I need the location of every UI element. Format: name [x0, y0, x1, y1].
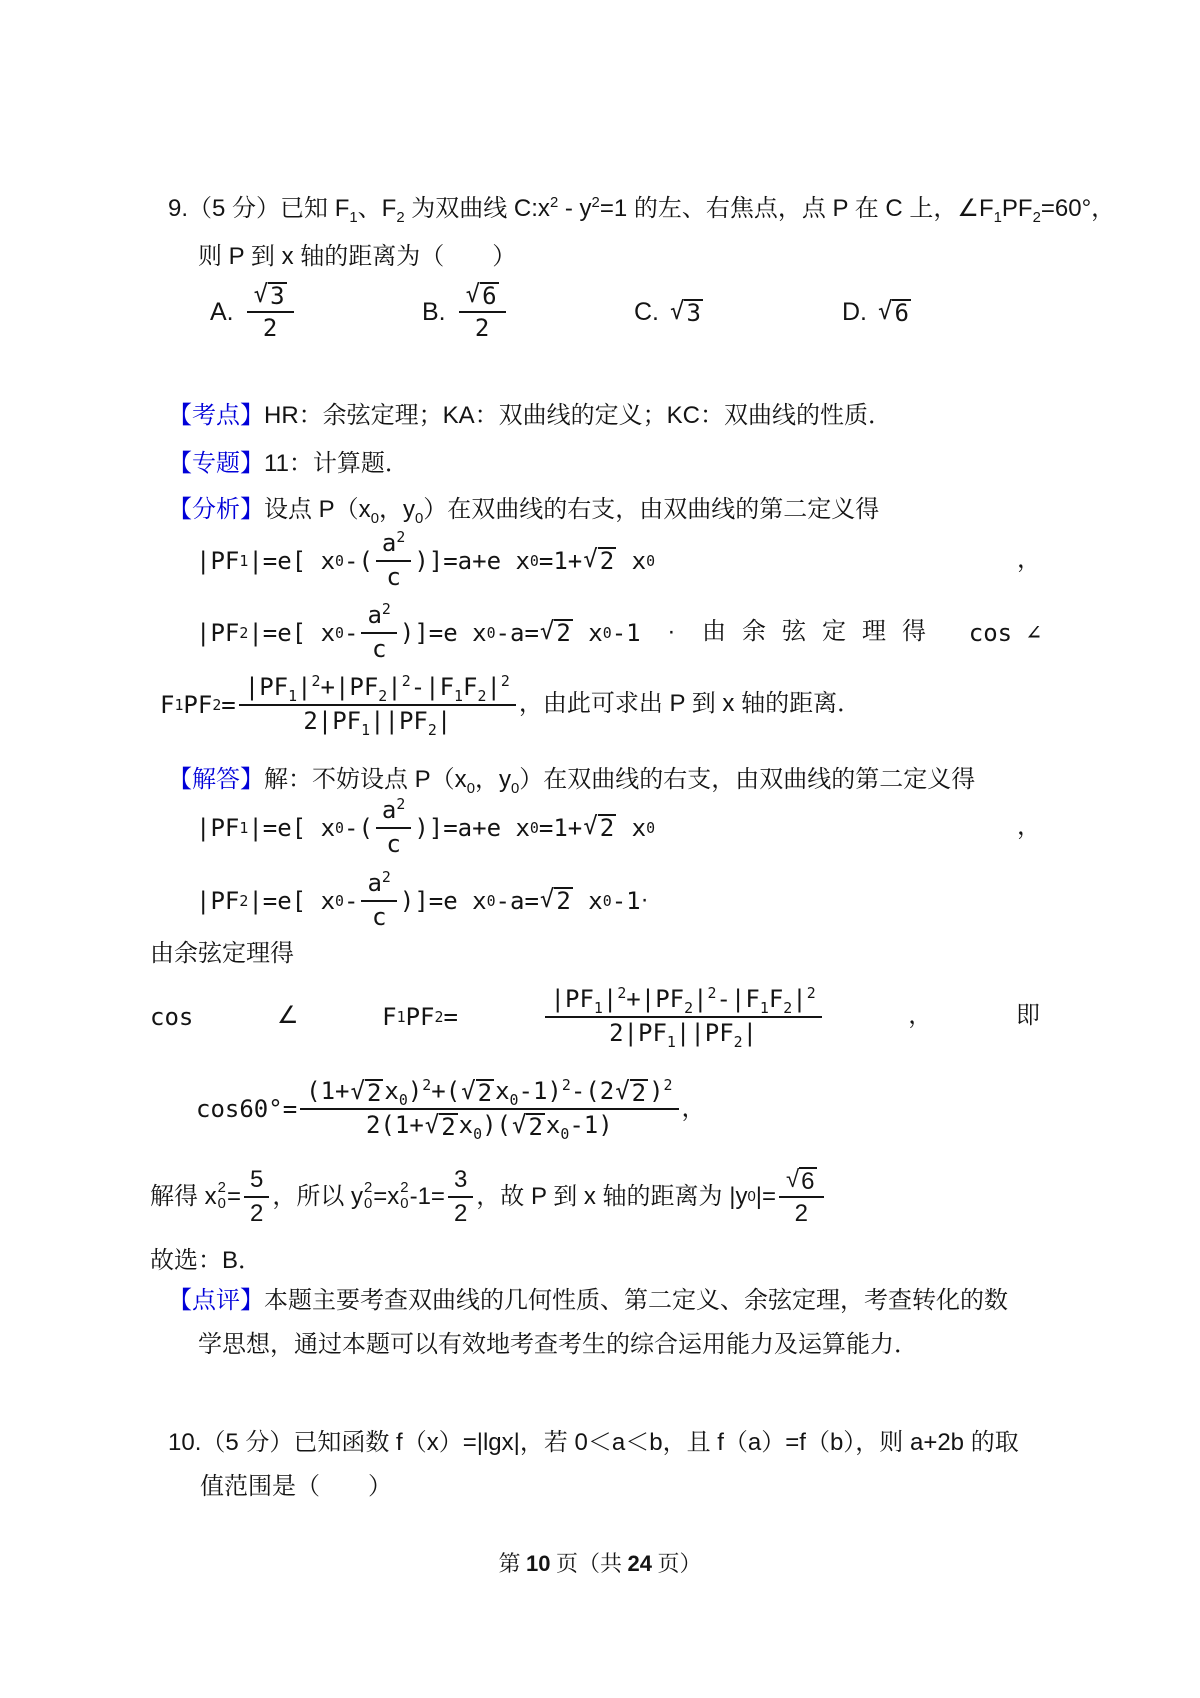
exam-points-text: HR：余弦定理；KA：双曲线的定义；KC：双曲线的性质．: [264, 402, 893, 429]
cos-formula-fraction: $\frac{|PF_1|^2+|PF_2|^2-|F_1F_2|^2}{2|PF_1||PF_2|}$: [542, 986, 825, 1047]
analysis-formula-pf1: [196, 530, 1041, 591]
solution-formula-pf1: [196, 797, 1041, 858]
exam-points-line: [168, 400, 892, 432]
analysis-intro: 设点 $P(x_0$，$y_0$）在双曲线的右支，由双曲线的第二定义得: [264, 496, 880, 527]
trailing-comma: ，: [1017, 546, 1041, 574]
option-b-label: B.: [422, 297, 446, 326]
trailing-comma: ，: [908, 1002, 933, 1030]
cos60-fraction: (1+ √ 2 $x_0)^2+$( √ 2 $x_0-1)^2-(2$ √ 2 )$^2$ 2(1+ √ 2 $x_0$)( √ 2 $x_0-1$): [297, 1078, 681, 1140]
analysis-line: [168, 494, 879, 526]
footer-suffix: 页）: [651, 1551, 702, 1576]
period-dot: ·: [667, 618, 676, 646]
exam-points-tag: 【考点】: [168, 402, 264, 429]
cosine-rule-text: 由余弦定理得: [150, 940, 294, 967]
formula-pf2: |PF 2 |=e[ x 0 - $\frac{a^2}{c}$ )]=e x 0 -a= √ 2 x 0 -1: [196, 868, 641, 931]
analysis-formula-pf2-line: [196, 602, 1041, 663]
analysis-tail-text: ，由此可求出 P 到 x 轴的距离．: [518, 690, 862, 718]
option-b: [422, 276, 509, 348]
solution-tag: 【解答】: [168, 766, 264, 793]
footer-total-pages: 24: [627, 1551, 652, 1576]
answer-choice-line: 故选：B．: [150, 1247, 263, 1274]
footer-middle: 页（共: [550, 1551, 628, 1576]
option-c-label: C.: [634, 297, 659, 326]
cos60-lead: cos60°=: [196, 1095, 298, 1124]
angle-symbol: ∠: [277, 1002, 299, 1030]
analysis-cos-formula-line: [160, 672, 862, 739]
analysis-tag: 【分析】: [168, 496, 264, 523]
option-a-value: √ 3 2: [244, 281, 297, 343]
option-d-value: √ 6: [878, 297, 909, 328]
formula-pf1: |PF 1 |=e[ x 0 -( $\frac{a^2}{c}$ )]=a+e x 0 =1+ √ 2 x 0: [196, 528, 656, 591]
footer-prefix: 第: [498, 1551, 526, 1576]
page-footer: [0, 1547, 1200, 1578]
formula-pf2: |PF 2 |=e[ x 0 - $\frac{a^2}{c}$ )]=e x 0 -a= √ 2 x 0 -1: [196, 600, 641, 663]
option-c: [634, 276, 704, 348]
solution-cos-formula-line: [150, 984, 1040, 1051]
option-b-value: √ 6 2: [456, 281, 509, 343]
option-d: [842, 276, 912, 348]
result-derivation: 解得 x 2 0 = $\frac{5}{2}$ ，所以 y 2 0 =x 2 0 -1= $\frac{3}{2}$ ，故 P 到 x 轴的距离为 |y 0 |= √ 6 2: [150, 1166, 827, 1228]
solution-intro: 解：不妨设点 $P(x_0$，$y_0$）在双曲线的右支，由双曲线的第二定义得: [264, 766, 976, 797]
cos-formula-lead: F 1 PF 2 =: [160, 690, 236, 719]
result-line: [150, 1166, 827, 1228]
comment-line2: 学思想，通过本题可以有效地考查考生的综合运用能力及运算能力．: [198, 1331, 918, 1358]
solution-formula-pf2: [196, 870, 649, 931]
cos-word: cos: [150, 1002, 194, 1031]
cos-angle-prefix: cos ∠: [968, 618, 1041, 647]
formula-pf1: |PF 1 |=e[ x 0 -( $\frac{a^2}{c}$ )]=a+e x 0 =1+ √ 2 x 0: [196, 795, 656, 858]
comment-line1: [168, 1285, 1008, 1317]
period-dot: ·: [640, 886, 649, 914]
cos-formula-fraction: $\frac{|PF_1|^2+|PF_2|^2-|F_1F_2|^2}{2|PF_1||PF_2|}$: [236, 674, 519, 735]
option-c-value: √ 3: [670, 297, 701, 328]
question-9-options: [210, 276, 1070, 348]
ji-word: 即: [1015, 1002, 1040, 1030]
question-10-line1: 10.（5 分）已知函数 f（x）=|lgx|，若 0＜a＜b，且 f（a）=f（b），则 a+2b 的取: [168, 1429, 1019, 1456]
option-a-label: A.: [210, 297, 234, 326]
question-9-line1: 9.（5 分）已知 $F_1$、$F_2$ 为双曲线 $C:x^2 - y^2=1$ 的左、右焦点，点 P 在 C 上，$\angle F_1PF_2=60^\circ$，: [168, 195, 1116, 226]
cosine-rule-words: 由余弦定理得: [702, 618, 943, 646]
footer-page-number: 10: [526, 1551, 551, 1576]
topic-tag: 【专题】: [168, 450, 264, 477]
trailing-comma: ，: [681, 1094, 706, 1122]
trailing-comma: ，: [1017, 813, 1041, 841]
cos-formula-lead: F 1 PF 2 =: [382, 1002, 458, 1031]
option-d-label: D.: [842, 297, 867, 326]
solution-line: [168, 764, 975, 796]
option-a: [210, 276, 297, 348]
question-10-line2: 值范围是（ ）: [200, 1473, 392, 1500]
topic-text: 11：计算题．: [264, 450, 409, 477]
question-9-line2: 则 P 到 x 轴的距离为（ ）: [198, 243, 517, 270]
topic-line: [168, 448, 409, 480]
comment-text-1: 本题主要考查双曲线的几何性质、第二定义、余弦定理，考查转化的数: [264, 1287, 1008, 1314]
cos60-formula-line: [196, 1076, 706, 1143]
comment-tag: 【点评】: [168, 1287, 264, 1314]
